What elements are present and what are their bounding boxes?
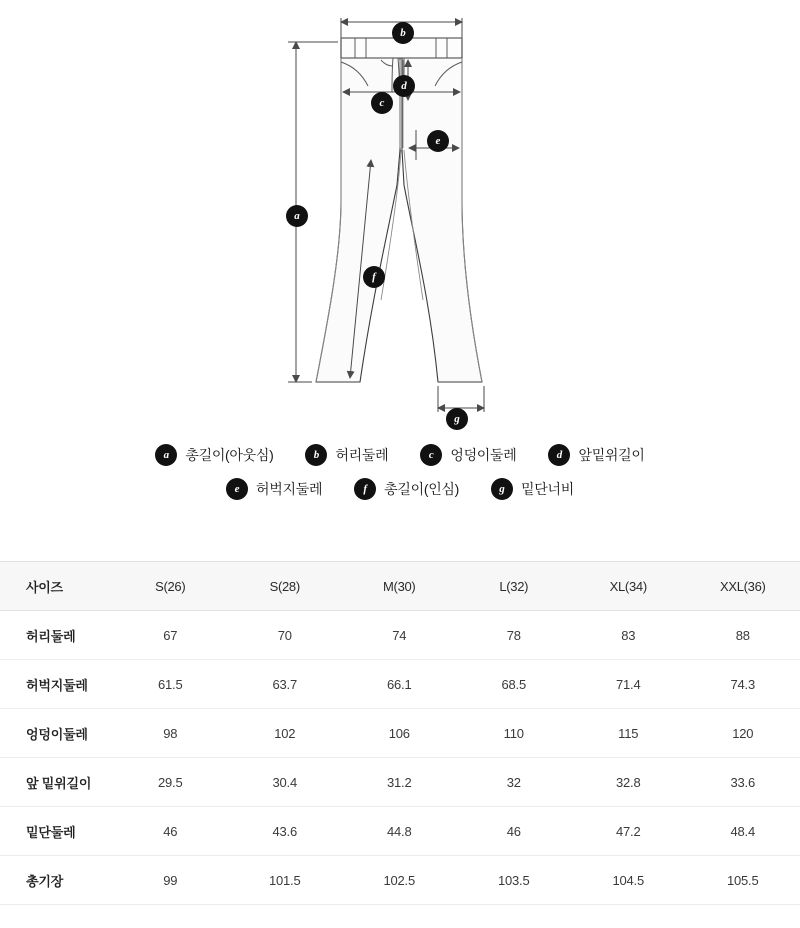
table-cell: 46 [113, 807, 228, 856]
table-cell: 43.6 [228, 807, 343, 856]
table-cell: 47.2 [571, 807, 686, 856]
table-row [0, 611, 800, 660]
legend-item-d [548, 444, 644, 466]
badge-label: c [379, 97, 385, 109]
legend-label-c: 엉덩이둘레 [450, 447, 517, 463]
legend-row-1 [0, 444, 800, 466]
legend-badge-g-icon [491, 478, 513, 500]
badge-label: d [401, 80, 407, 92]
legend-badge-d-icon [548, 444, 570, 466]
legend-item-e [226, 478, 322, 500]
table-row [0, 709, 800, 758]
table-cell: 61.5 [113, 660, 228, 709]
table-cell: 88 [686, 611, 800, 660]
legend-badge-letter: g [499, 483, 505, 495]
table-cell: 98 [113, 709, 228, 758]
legend-label-f: 총길이(인심) [384, 481, 460, 497]
table-col-header: M(30) [342, 562, 457, 611]
legend-item-g [491, 478, 574, 500]
table-cell: 30.4 [228, 758, 343, 807]
table-cell: 120 [686, 709, 800, 758]
table-row [0, 758, 800, 807]
table-cell: 70 [228, 611, 343, 660]
diagram-badge-a [286, 205, 308, 227]
table-cell: 102 [228, 709, 343, 758]
table-row [0, 807, 800, 856]
badge-label: f [372, 271, 376, 283]
diagram-badge-d [393, 75, 415, 97]
diagram-badge-b [392, 22, 414, 44]
legend-badge-letter: c [428, 449, 434, 461]
legend-badge-c-icon [420, 444, 442, 466]
table-cell: 83 [571, 611, 686, 660]
table-cell: 66.1 [342, 660, 457, 709]
table-col-header: S(26) [113, 562, 228, 611]
badge-label: e [435, 135, 441, 147]
table-col-header: XXL(36) [686, 562, 800, 611]
table-cell: 46 [457, 807, 572, 856]
table-cell: 74 [342, 611, 457, 660]
legend-badge-letter: a [163, 449, 170, 461]
table-row-label: 엉덩이둘레 [0, 709, 113, 758]
legend-badge-f-icon [354, 478, 376, 500]
pants-illustration [0, 0, 800, 430]
measurement-legend [0, 430, 800, 522]
diagram-badge-g [446, 408, 468, 430]
table-cell: 31.2 [342, 758, 457, 807]
legend-item-a [155, 444, 273, 466]
table-cell: 115 [571, 709, 686, 758]
legend-badge-letter: f [363, 483, 367, 495]
table-body [0, 611, 800, 905]
table-row-label: 총기장 [0, 856, 113, 905]
table-cell: 33.6 [686, 758, 800, 807]
legend-row-2 [0, 478, 800, 500]
table-cell: 74.3 [686, 660, 800, 709]
table-cell: 68.5 [457, 660, 572, 709]
table-cell: 48.4 [686, 807, 800, 856]
table-cell: 32 [457, 758, 572, 807]
table-cell: 63.7 [228, 660, 343, 709]
table-header-row [0, 562, 800, 611]
table-cell: 103.5 [457, 856, 572, 905]
legend-badge-letter: e [234, 483, 240, 495]
table-cell: 99 [113, 856, 228, 905]
table-cell: 44.8 [342, 807, 457, 856]
size-chart-table [0, 561, 800, 905]
table-row-label: 허리둘레 [0, 611, 113, 660]
legend-label-d: 앞밑위길이 [578, 447, 645, 463]
badge-label: g [454, 413, 460, 425]
legend-badge-letter: b [313, 449, 320, 461]
badge-label: b [400, 27, 406, 39]
table-cell: 110 [457, 709, 572, 758]
table-header [0, 562, 800, 611]
legend-badge-a-icon [155, 444, 177, 466]
legend-item-b [305, 444, 388, 466]
table-cell: 102.5 [342, 856, 457, 905]
table-cell: 101.5 [228, 856, 343, 905]
table-row-label: 앞 밑위길이 [0, 758, 113, 807]
table-cell: 106 [342, 709, 457, 758]
table-cell: 105.5 [686, 856, 800, 905]
size-chart-table-wrap [0, 561, 800, 905]
table-col-header: XL(34) [571, 562, 686, 611]
table-col-header: L(32) [457, 562, 572, 611]
table-corner-label: 사이즈 [0, 562, 113, 611]
table-cell: 67 [113, 611, 228, 660]
table-cell: 78 [457, 611, 572, 660]
diagram-badge-e [427, 130, 449, 152]
legend-label-e: 허벅지둘레 [256, 481, 323, 497]
diagram-badge-f [363, 266, 385, 288]
legend-label-a: 총길이(아웃심) [185, 447, 274, 463]
legend-badge-e-icon [226, 478, 248, 500]
legend-badge-letter: d [556, 449, 563, 461]
legend-item-f [354, 478, 459, 500]
table-cell: 104.5 [571, 856, 686, 905]
table-cell: 32.8 [571, 758, 686, 807]
table-row [0, 856, 800, 905]
table-row-label: 밑단둘레 [0, 807, 113, 856]
table-row [0, 660, 800, 709]
legend-label-b: 허리둘레 [335, 447, 389, 463]
diagram-badge-c [371, 92, 393, 114]
legend-item-c [420, 444, 516, 466]
table-row-label: 허벅지둘레 [0, 660, 113, 709]
legend-label-g: 밑단너비 [521, 481, 574, 497]
legend-badge-b-icon [305, 444, 327, 466]
badge-label: a [294, 210, 300, 222]
measurement-diagram [0, 0, 800, 430]
table-cell: 71.4 [571, 660, 686, 709]
table-col-header: S(28) [228, 562, 343, 611]
table-cell: 29.5 [113, 758, 228, 807]
